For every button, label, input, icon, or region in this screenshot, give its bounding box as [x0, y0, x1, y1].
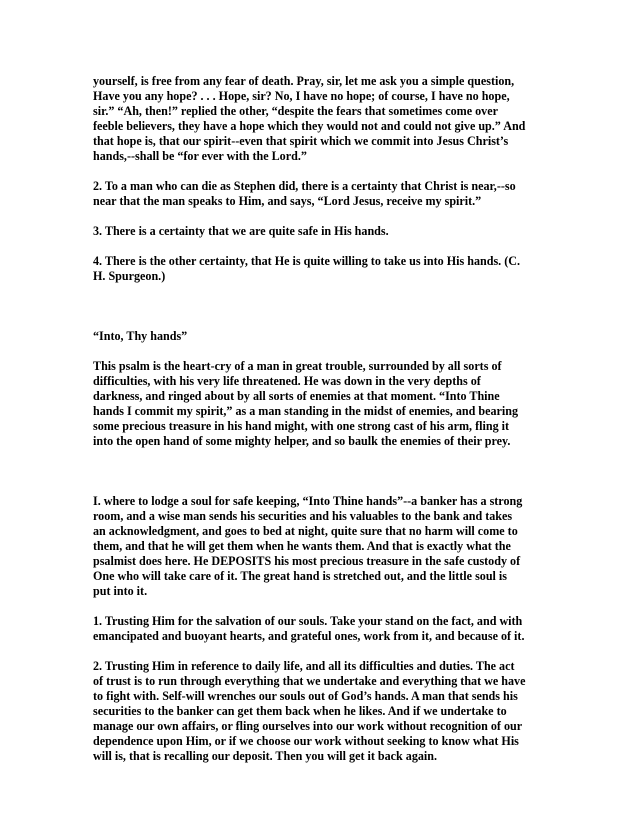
text-line: an acknowledgment, and goes to bed at night, quite sure that no harm will come to	[93, 524, 518, 538]
heading-line: “Into, Thy hands”	[93, 329, 188, 343]
paragraph-point-2-stephen	[93, 179, 547, 209]
text-line: dependence upon Him, or if we choose our work without seeking to know what His	[93, 734, 519, 748]
text-line: 2. Trusting Him in reference to daily life, and all its difficulties and duties. The act	[93, 659, 515, 673]
text-line: emancipated and buoyant hearts, and grateful ones, work from it, and because of it.	[93, 629, 525, 643]
paragraph-spacer	[93, 239, 547, 254]
paragraph-spacer	[93, 209, 547, 224]
paragraph-spacer	[93, 599, 547, 614]
text-line: securities to the banker can get them back when he likes. And if we undertake to	[93, 704, 507, 718]
paragraph-psalm-heart-cry	[93, 359, 547, 449]
text-line: 3. There is a certainty that we are quite safe in His hands.	[93, 224, 389, 238]
text-line: to fight with. Self-will wrenches our souls out of God’s hands. A man that sends his	[93, 689, 518, 703]
text-line: room, and a wise man sends his securities and his valuables to the bank and takes	[93, 509, 513, 523]
text-line: near that the man speaks to Him, and says, “Lord Jesus, receive my spirit.”	[93, 194, 482, 208]
text-line: 1. Trusting Him for the salvation of our souls. Take your stand on the fact, and with	[93, 614, 523, 628]
paragraph-safe-keeping	[93, 494, 547, 599]
text-line: some precious treasure in his hand might, with one strong cast of his arm, fling it	[93, 419, 510, 433]
text-line: manage our own affairs, or fling ourselves into our work without recognition of our	[93, 719, 523, 733]
paragraph-fear-of-death	[93, 74, 547, 164]
text-line: psalmist does here. He DEPOSITS his most precious treasure in the safe custody of	[93, 554, 521, 568]
text-line: that hope is, that our spirit--even that spirit which we commit into Jesus Christ’s	[93, 134, 509, 148]
text-line: 2. To a man who can die as Stephen did, there is a certainty that Christ is near,--so	[93, 179, 516, 193]
section-heading-into-thy-hands	[93, 329, 547, 344]
paragraph-spacer	[93, 644, 547, 659]
text-line: yourself, is free from any fear of death. Pray, sir, let me ask you a simple question,	[93, 74, 515, 88]
text-line: This psalm is the heart-cry of a man in great trouble, surrounded by all sorts of	[93, 359, 502, 373]
paragraph-trusting-daily-life	[93, 659, 547, 764]
text-line: H. Spurgeon.)	[93, 269, 166, 283]
text-line: put into it.	[93, 584, 148, 598]
text-line: them, and that he will get them when he wants them. And that is exactly what the	[93, 539, 511, 553]
text-line: Have you any hope? . . . Hope, sir? No, I have no hope; of course, I have no hope,	[93, 89, 510, 103]
text-line: sir.” “Ah, then!” replied the other, “despite the fears that sometimes come over	[93, 104, 498, 118]
paragraph-trusting-salvation	[93, 614, 547, 644]
document-page	[93, 74, 547, 764]
text-line: will is, that is recalling our deposit. Then you will get it back again.	[93, 749, 438, 763]
text-line: 4. There is the other certainty, that He is quite willing to take us into His hands. (C.	[93, 254, 520, 268]
text-line: hands I commit my spirit,” as a man standing in the midst of enemies, and bearing	[93, 404, 518, 418]
text-line: hands,--shall be “for ever with the Lord.”	[93, 149, 307, 163]
text-line: feeble believers, they have a hope which they would not and could not give up.” And	[93, 119, 526, 133]
section-spacer	[93, 284, 547, 329]
text-line: One who will take care of it. The great hand is stretched out, and the little soul is	[93, 569, 507, 583]
paragraph-spacer	[93, 344, 547, 359]
paragraph-point-4-willing	[93, 254, 547, 284]
text-line: I. where to lodge a soul for safe keeping, “Into Thine hands”--a banker has a strong	[93, 494, 523, 508]
paragraph-spacer	[93, 164, 547, 179]
text-line: of trust is to run through everything that we undertake and everything that we have	[93, 674, 526, 688]
paragraph-point-3-safe	[93, 224, 547, 239]
text-line: darkness, and ringed about by all sorts of enemies at that moment. “Into Thine	[93, 389, 500, 403]
text-line: difficulties, with his very life threatened. He was down in the very depths of	[93, 374, 481, 388]
text-line: into the open hand of some mighty helper, and so baulk the enemies of their prey.	[93, 434, 511, 448]
section-spacer	[93, 449, 547, 494]
